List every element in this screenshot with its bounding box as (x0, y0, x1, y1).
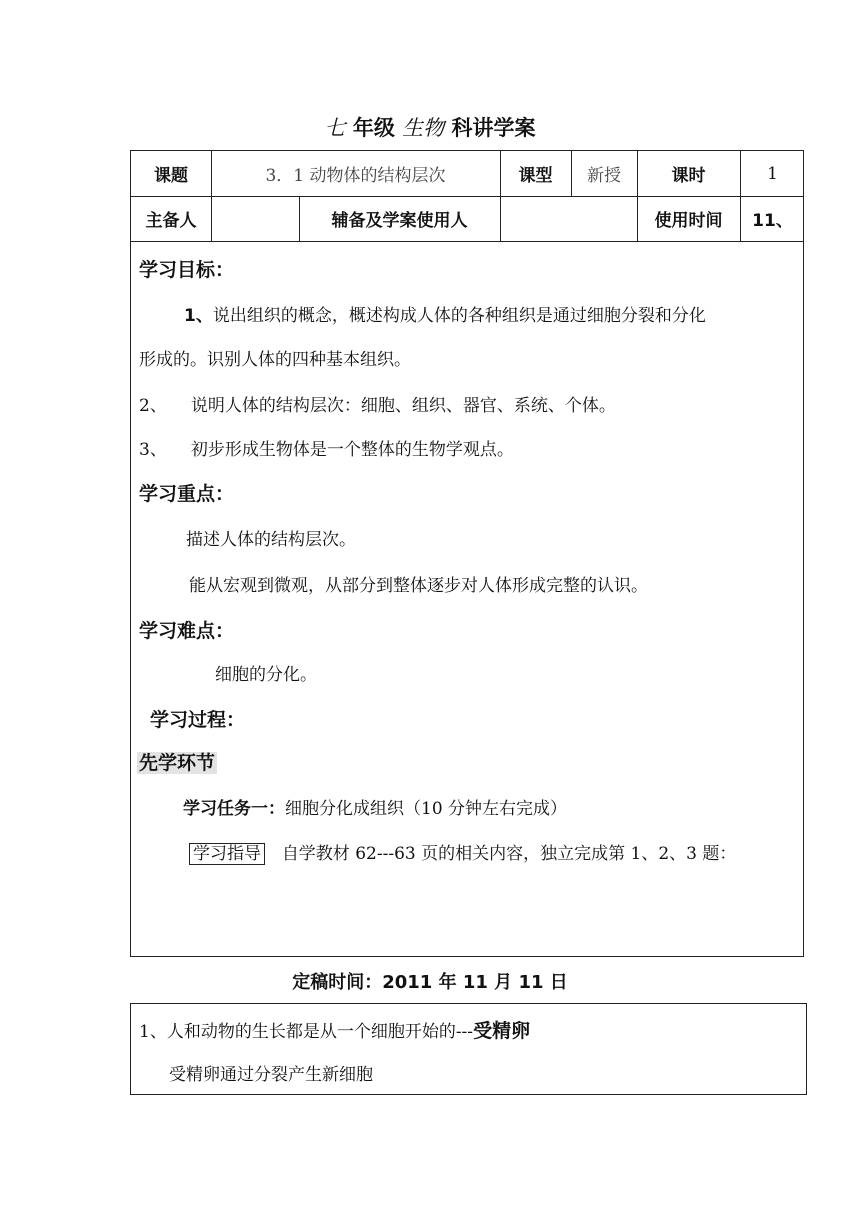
objective-2-text: 说明人体的结构层次：细胞、组织、器官、系统、个体。 (190, 396, 616, 416)
guide-line (189, 839, 736, 864)
difficulty-1: 细胞的分化。 (215, 665, 317, 685)
section-label: 先学环节 (139, 752, 216, 774)
answer-line-2: 受精卵通过分裂产生新细胞 (169, 1065, 373, 1085)
answer-line-1-prefix: 1、人和动物的生长都是从一个细胞开始的--- (139, 1022, 474, 1042)
objective-1-text: 说出组织的概念，概述构成人体的各种组织是通过细胞分裂和分化 (212, 306, 706, 326)
key-point-2: 能从宏观到微观，从部分到整体逐步对人体形成完整的认识。 (189, 576, 648, 596)
task-text: 细胞分化成组织（10 分钟左右完成） (285, 799, 568, 819)
objective-3-number: 3、 (139, 440, 167, 460)
preparer-label: 主备人 (145, 211, 197, 231)
objective-item-1 (184, 301, 706, 326)
section-heading (137, 748, 217, 775)
objective-2-number: 2、 (139, 396, 167, 416)
task-line (183, 794, 567, 819)
topic-value: 3．1 动物体的结构层次 (265, 166, 446, 186)
answer-line-1-bold: 受精卵 (473, 1020, 531, 1042)
usage-time-value: 11、 (752, 211, 793, 231)
key-points-heading: 学习重点： (139, 483, 235, 505)
answer-box (130, 1003, 807, 1095)
topic-label: 课题 (154, 166, 188, 186)
preparer-value (211, 196, 299, 241)
task-label: 学习任务一： (183, 799, 285, 819)
type-label: 课型 (518, 166, 553, 186)
assistant-label: 辅备及学案使用人 (331, 211, 468, 231)
table-row-divider (131, 241, 803, 242)
answer-line-1 (139, 1016, 530, 1043)
guide-label: 学习指导 (189, 843, 265, 865)
title-suffix: 科讲学案 (451, 116, 536, 140)
hours-value: 1 (767, 163, 778, 184)
page-title (0, 112, 860, 142)
finalized-date: 定稿时间：2011 年 11 月 11 日 (292, 972, 568, 993)
lesson-plan-frame (130, 150, 804, 957)
process-heading: 学习过程： (150, 709, 246, 731)
objective-1-number: 1、 (184, 306, 213, 326)
title-grade-suffix: 年级 (352, 116, 395, 140)
objective-3-text: 初步形成生物体是一个整体的生物学观点。 (190, 440, 514, 460)
title-subject: 生物 (402, 116, 445, 140)
usage-time-label: 使用时间 (654, 211, 723, 231)
assistant-value (500, 196, 637, 241)
objective-item-1-cont: 形成的。识别人体的四种基本组织。 (139, 350, 411, 370)
key-point-1: 描述人体的结构层次。 (186, 530, 356, 550)
hours-label: 课时 (671, 166, 706, 186)
title-grade: 七 (324, 116, 346, 140)
objective-item-2 (139, 391, 616, 416)
objective-item-3 (139, 435, 514, 460)
difficulties-heading: 学习难点： (139, 620, 235, 642)
objectives-heading: 学习目标： (139, 259, 235, 281)
type-value: 新授 (587, 166, 621, 186)
guide-text: 自学教材 62---63 页的相关内容，独立完成第 1、2、3 题： (281, 844, 737, 864)
